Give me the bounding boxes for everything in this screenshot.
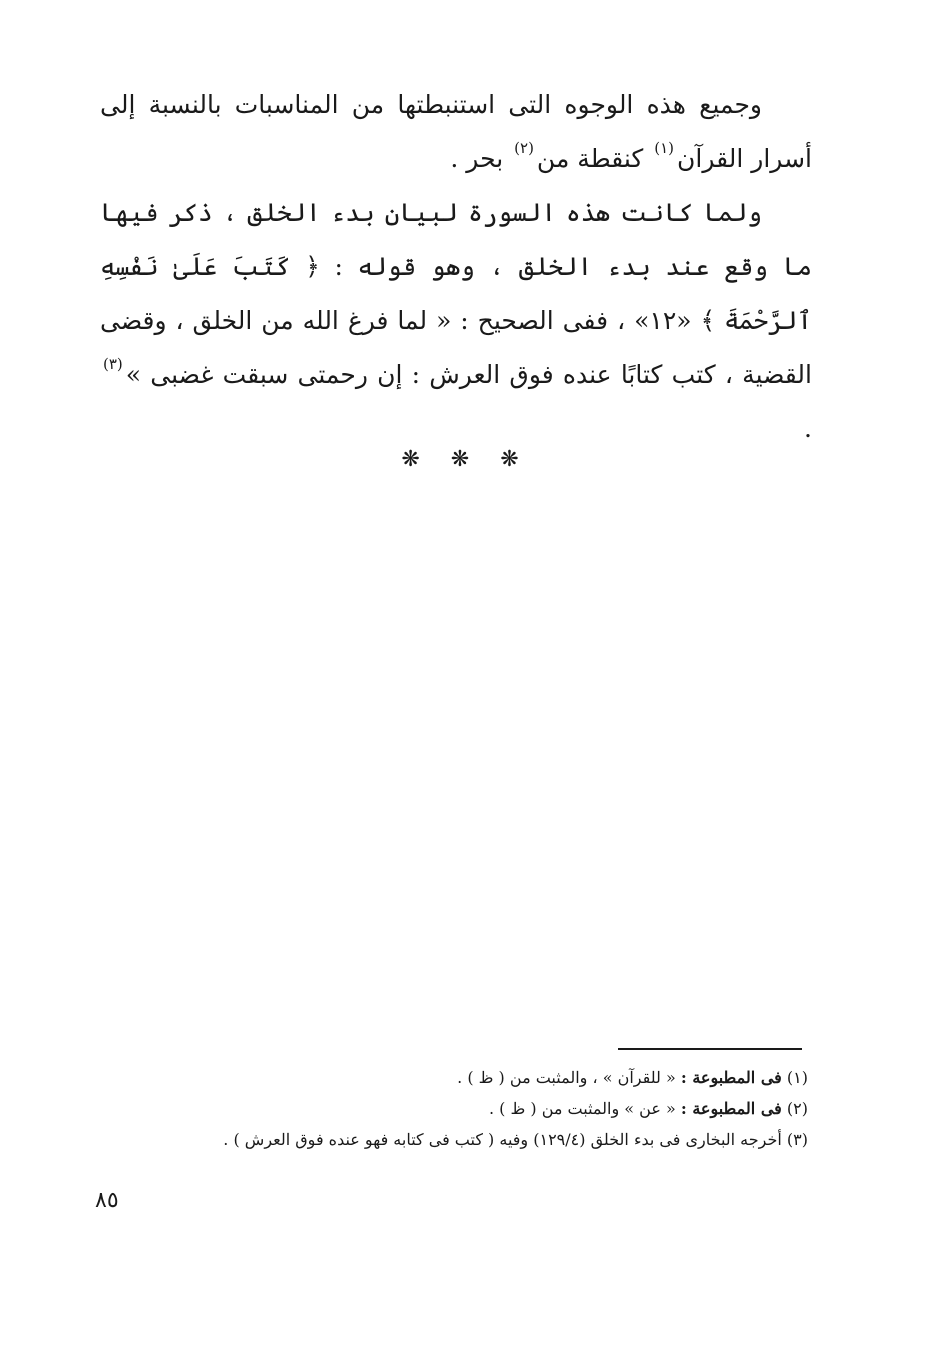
paragraph-1-text-c: بحر . bbox=[450, 144, 504, 173]
footnote-item bbox=[90, 1124, 808, 1155]
footnote-text: « عن » والمثبت من ( ظ ) . bbox=[488, 1099, 676, 1118]
footnote-ref-3: (٣) bbox=[103, 355, 123, 373]
footnote-number: (٣) bbox=[786, 1130, 808, 1149]
quran-verse: ﴿ كَتَبَ عَلَىٰ نَفْسِهِ ٱلرَّحْمَةَ ﴾ bbox=[100, 252, 812, 335]
paragraph-1-text-b: كنقطة من bbox=[536, 144, 644, 173]
paragraph-1 bbox=[100, 78, 812, 186]
footnote-number: (١) bbox=[786, 1068, 808, 1087]
footnotes-list bbox=[90, 1062, 808, 1155]
section-divider-asterisks: ❋ ❋ ❋ bbox=[401, 447, 531, 472]
footnote-ref-2: (٢) bbox=[514, 139, 534, 157]
footnote-ref-1: (١) bbox=[654, 139, 675, 157]
paragraph-2-text-a: ولما كانت هذه السورة لبيان بدء الخلق ، ذكر فيها ما وقع عند بدء الخلق ، وهو قوله : bbox=[100, 198, 812, 281]
footnote-item bbox=[90, 1093, 808, 1124]
verse-number: «١٢» bbox=[634, 306, 692, 335]
footnote-item bbox=[90, 1062, 808, 1093]
footnote-number: (٢) bbox=[786, 1099, 808, 1118]
footnote-text: أخرجه البخارى فى بدء الخلق (١٢٩/٤) وفيه ( كتب فى كتابه فهو عنده فوق العرش ) . bbox=[223, 1130, 782, 1149]
paragraph-2-text-b: ، ففى الصحيح : « لما فرغ الله من الخلق ، وقضى القضية ، كتب كتابًا عنده فوق العرش : إن رحمتى سبقت غضبى » bbox=[100, 306, 812, 389]
paragraph-2-text-c: . bbox=[804, 414, 812, 443]
footnote-bold-label: فى المطبوعة : bbox=[680, 1068, 782, 1087]
footnote-separator-line bbox=[618, 1048, 802, 1050]
footnote-text: « للقرآن » ، والمثبت من ( ظ ) . bbox=[457, 1068, 676, 1087]
paragraph-2 bbox=[100, 186, 812, 456]
footnote-bold-label: فى المطبوعة : bbox=[680, 1099, 782, 1118]
page-number: ٨٥ bbox=[95, 1188, 119, 1213]
paragraph-1-text-a: وجميع هذه الوجوه التى استنبطتها من المناسبات بالنسبة إلى أسرار القرآن bbox=[100, 90, 812, 173]
